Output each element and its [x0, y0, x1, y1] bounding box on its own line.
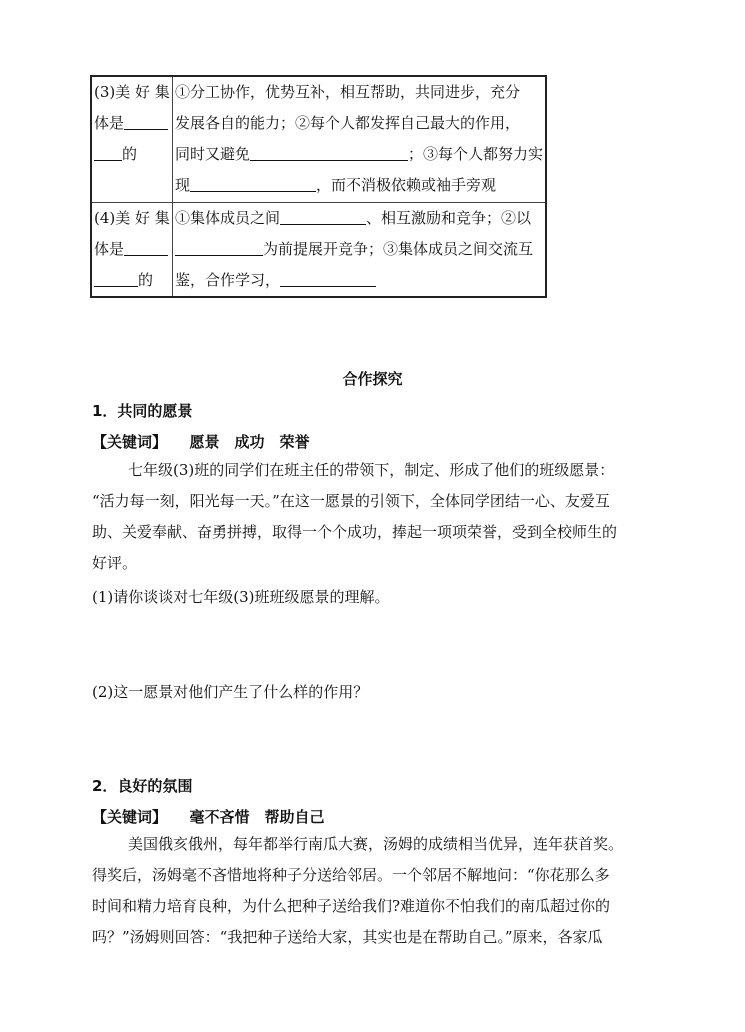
- table-row: [91, 76, 546, 202]
- cell-content-line: 现: [174, 176, 190, 194]
- answer-blank[interactable]: [175, 238, 263, 256]
- cell-label-line: 体是: [94, 239, 125, 258]
- cell-label-line: 的: [122, 145, 138, 163]
- collective-table: [90, 75, 547, 298]
- cell-content-line: 鉴，合作学习，: [174, 270, 280, 289]
- answer-blank[interactable]: [250, 143, 408, 161]
- answer-blank[interactable]: [124, 112, 168, 130]
- paragraph-line: 七年级(3)班的同学们在班主任的带领下，制定、形成了他们的班级愿景：: [128, 461, 615, 479]
- cell-content-line: 、相互激励和竞争；②以: [365, 208, 531, 227]
- paragraph-line: 吗？”汤姆则回答：“我把种子送给大家，其实也是在帮助自己。”原来，各家瓜: [92, 928, 603, 946]
- cell-content-line: ①集体成员之间: [174, 208, 280, 227]
- question-2: (2)这一愿景对他们产生了什么样的作用？: [92, 683, 369, 701]
- paragraph-line: 好评。: [92, 554, 138, 572]
- answer-blank[interactable]: [190, 174, 316, 192]
- paragraph-line: “活力每一刻，阳光每一天。”在这一愿景的引领下，全体同学团结一心、友爱互: [92, 492, 610, 510]
- cell-label-line: (4)美 好 集: [94, 208, 170, 227]
- part1-paragraph: [92, 455, 654, 579]
- answer-blank[interactable]: [280, 269, 376, 287]
- keywords-text: 愿景 成功 荣誉: [189, 433, 310, 451]
- answer-blank[interactable]: [94, 143, 122, 161]
- table-cell-label: [91, 76, 172, 202]
- cell-content-line: ，而不消极依赖或袖手旁观: [315, 176, 496, 194]
- cell-label-line: 的: [138, 270, 154, 289]
- paragraph-line: 助、关爱奉献、奋勇拼搏，取得一个个成功，捧起一项项荣誉，受到全校师生的: [92, 523, 618, 541]
- cell-content-line: ①分工协作，优势互补，相互帮助，共同进步，充分: [174, 83, 520, 101]
- table-cell-label: [91, 202, 172, 297]
- cell-content-line: 发展各自的能力；②每个人都发挥自己最大的作用，: [174, 114, 520, 132]
- table-cell-content: [172, 76, 546, 202]
- cell-label-line: 体是: [94, 114, 125, 132]
- answer-blank[interactable]: [124, 238, 168, 256]
- answer-blank[interactable]: [94, 269, 138, 287]
- keywords-label: 【关键词】: [92, 808, 160, 826]
- keywords-text: 毫不吝惜 帮助自己: [189, 808, 325, 826]
- table-cell-content: [172, 202, 546, 297]
- answer-blank[interactable]: [280, 207, 366, 225]
- section-title: 合作探究: [342, 370, 403, 388]
- cell-content-line: 为前提展开竞争；③集体成员之间交流互: [262, 239, 533, 258]
- paragraph-line: 得奖后，汤姆毫不吝惜地将种子分送给邻居。一个邻居不解地问：“你花那么多: [92, 866, 610, 884]
- question-1: (1)请你谈谈对七年级(3)班班级愿景的理解。: [92, 588, 390, 606]
- paragraph-line: 时间和精力培育良种，为什么把种子送给我们?难道你不怕我们的南瓜超过你的: [92, 897, 611, 915]
- part2-keywords: [92, 806, 325, 827]
- cell-content-line: 同时又避免: [174, 145, 250, 163]
- keywords-label: 【关键词】: [92, 433, 160, 451]
- part2-heading: 2．良好的氛围: [92, 777, 193, 795]
- table-row: [91, 202, 546, 297]
- paragraph-line: 美国俄亥俄州，每年都举行南瓜大赛，汤姆的成绩相当优异，连年获首奖。: [128, 835, 624, 853]
- part1-keywords: [92, 431, 310, 452]
- part2-paragraph: [92, 829, 654, 953]
- part1-heading: 1．共同的愿景: [92, 402, 193, 420]
- cell-label-line: (3)美 好 集: [94, 83, 170, 101]
- cell-content-line: ；③每个人都努力实: [407, 145, 543, 163]
